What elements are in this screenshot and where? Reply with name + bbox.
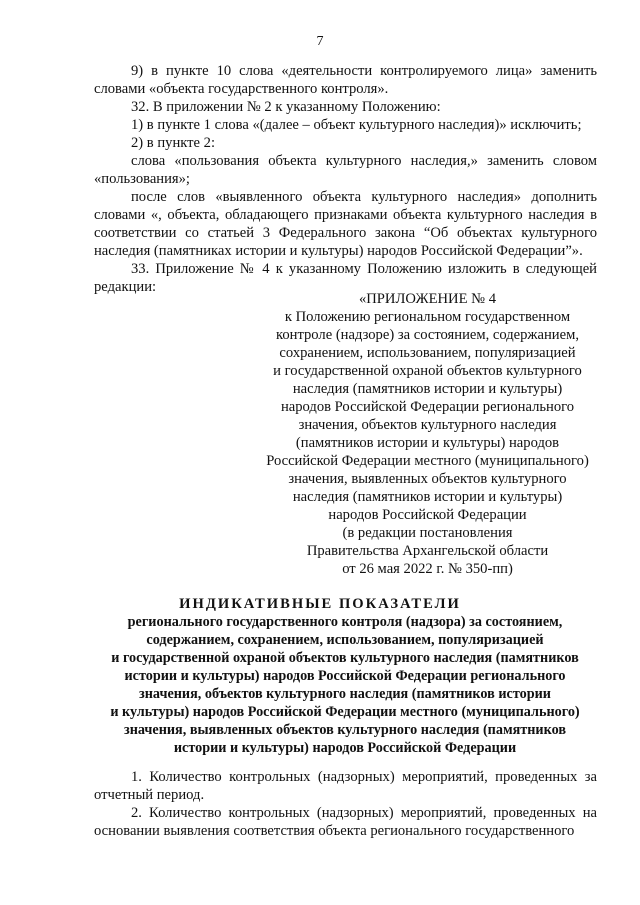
- annex-line: народов Российской Федерации: [328, 507, 527, 523]
- annex-line: «ПРИЛОЖЕНИЕ № 4: [358, 291, 497, 307]
- subtitle-line: значения, выявленных объектов культурного наследия (памятников: [124, 722, 566, 738]
- subtitle-line: и культуры) народов Российской Федерации местного (муниципального): [110, 704, 580, 720]
- subtitle-line: значения, объектов культурного наследия (памятников истории: [139, 686, 551, 702]
- subtitle-line: регионального государственного контроля (надзора) за состоянием,: [127, 614, 563, 630]
- list-item: 2. Количество контрольных (надзорных) мероприятий, проведенных на основании выявления соответствия объекта регионального государственного: [94, 805, 597, 839]
- paragraph: 1) в пункте 1 слова «(далее – объект культурного наследия)» исключить;: [131, 117, 582, 133]
- annex-line: Российской Федерации местного (муниципального): [266, 453, 589, 469]
- paragraph: 2) в пункте 2:: [131, 135, 216, 151]
- subtitle-line: и государственной охраной объектов культурного наследия (памятников: [111, 650, 579, 666]
- annex-line: значения, объектов культурного наследия: [298, 417, 557, 433]
- subtitle-line: истории и культуры) народов Российской Федерации: [173, 740, 517, 756]
- annex-header: [250, 290, 605, 578]
- annex-line: (памятников истории и культуры) народов: [295, 435, 560, 451]
- annex-line: контроле (надзоре) за состоянием, содержанием,: [276, 327, 579, 343]
- annex-line: наследия (памятников истории и культуры): [292, 381, 563, 397]
- annex-line: значения, выявленных объектов культурного: [288, 471, 567, 487]
- annex-line: Правительства Архангельской области: [306, 543, 549, 559]
- page-number: 7: [316, 34, 324, 49]
- annex-line: (в редакции постановления: [342, 525, 513, 541]
- annex-line: к Положению региональном государственном: [284, 309, 571, 325]
- amendment-text: [94, 62, 597, 296]
- paragraph: 9) в пункте 10 слова «деятельности контролируемого лица» заменить словами «объекта государственного контроля».: [94, 63, 597, 97]
- paragraph: 32. В приложении № 2 к указанному Положению:: [131, 99, 441, 115]
- annex-line: сохранением, использованием, популяризацией: [279, 345, 576, 361]
- indicators-title: ИНДИКАТИВНЫЕ ПОКАЗАТЕЛИ: [179, 596, 461, 612]
- annex-line: и государственной охраной объектов культурного: [273, 363, 582, 379]
- subtitle-line: истории и культуры) народов Российской Федерации регионального: [124, 668, 566, 684]
- paragraph: слова «пользования объекта культурного наследия,» заменить словом «пользования»;: [94, 153, 597, 187]
- list-item: 1. Количество контрольных (надзорных) мероприятий, проведенных за отчетный период.: [94, 769, 597, 803]
- paragraph: 33. Приложение № 4 к указанному Положению изложить в следующей редакции:: [94, 261, 597, 295]
- annex-line: наследия (памятников истории и культуры): [292, 489, 563, 505]
- annex-line: от 26 мая 2022 г. № 350-пп): [342, 561, 513, 577]
- subtitle-line: содержанием, сохранением, использованием, популяризацией: [146, 632, 544, 648]
- annex-line: народов Российской Федерации регионального: [280, 399, 575, 415]
- paragraph: после слов «выявленного объекта культурного наследия» дополнить словами «, объекта, обладающего признаками объекта культурного наследия в соответствии со статьей 3 Федерального закона “Об объектах культурного наследия (памятниках истории и культуры) народов Российской Федерации”».: [94, 189, 597, 259]
- indicators-list: [94, 768, 597, 840]
- indicators-subtitle: [80, 613, 610, 757]
